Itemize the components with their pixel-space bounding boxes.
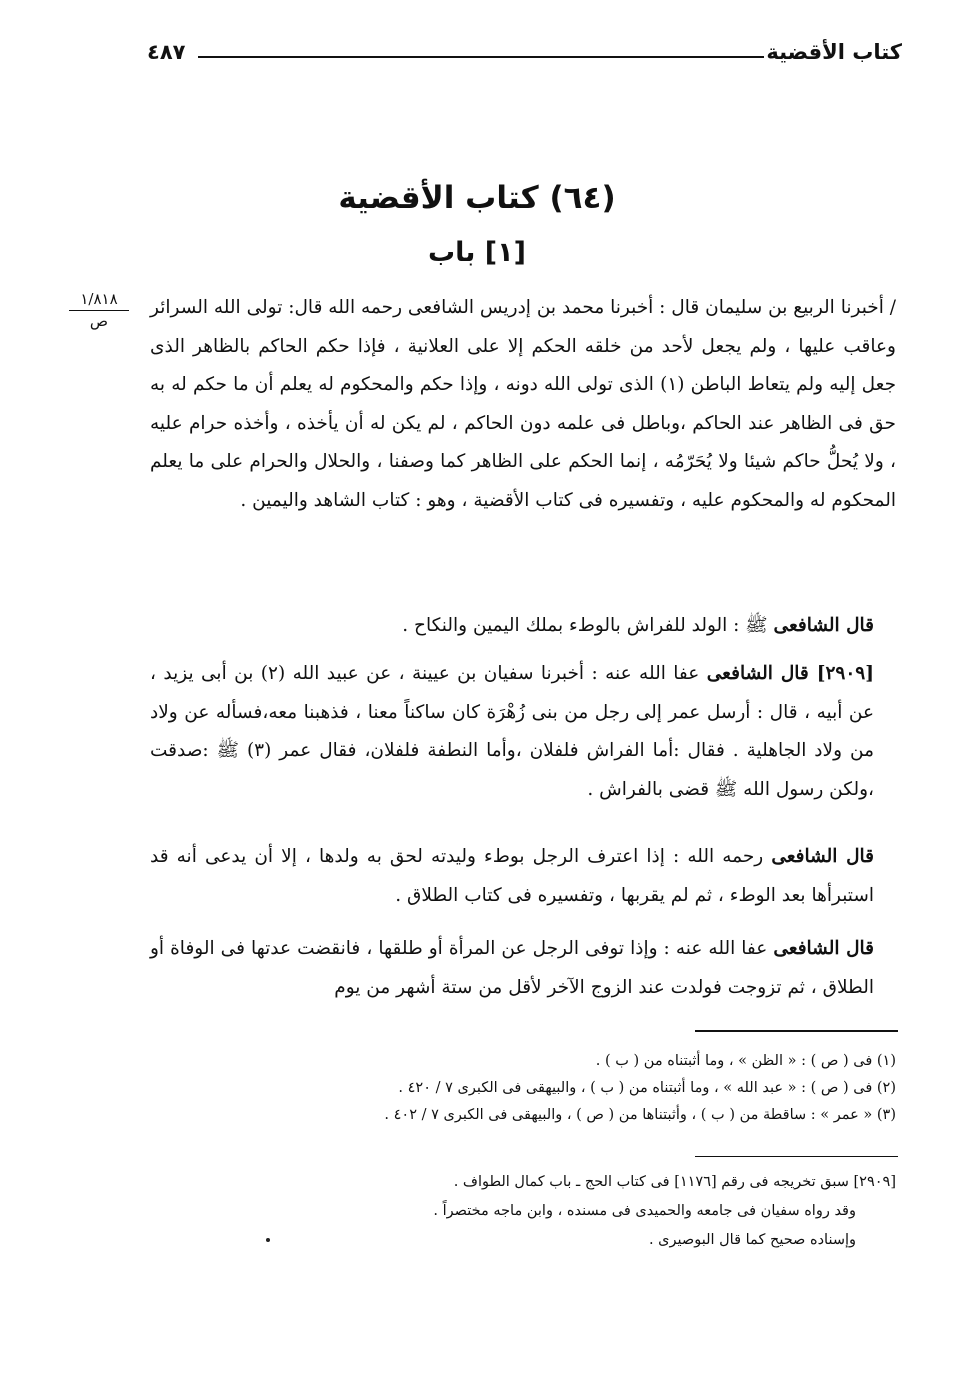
paragraph-4 (150, 838, 896, 915)
paragraph-4-lead: قال الشافعى (771, 846, 875, 867)
paragraph-2-text: ﷺ : الولد للفراش بالوطء بملك اليمين والنكاح . (402, 615, 774, 636)
paragraph-3-lead: [٢٩٠٩] قال الشافعى (706, 663, 874, 684)
manuscript-folio-ref: ١/٨١٨ (80, 290, 118, 308)
takhrij-line-3: وإسناده صحيح كما قال البوصيرى . (648, 1232, 856, 1248)
paragraph-3-text: عفا الله عنه : أخبرنا سفيان بن عيينة ، عن عبيد الله (٢) بن أبى يزيد ، عن أبيه ، قال : أرسل عمر إلى رجل من بنى زُهْرَة كان ساكناً معنا ، فذهبنا معه،فسأله عن ولاد من ولاد الجاهلية . فقال :أما الفراش فلفلان ،وأما النطفة فلفلان، فقال عمر (٣) ﷺ :صدقت ،ولكن رسول الله ﷺ قضى بالفراش . (150, 663, 874, 800)
paragraph-4-text: رحمه الله : إذا اعترف الرجل بوطء وليدته لحق به ولدها ، إلا أن يدعى أنه قد استبرأها بعد الوطء ، ثم لم يقربها ، وتفسيره فى كتاب الطلاق . (150, 846, 874, 906)
running-header-title: كتاب الأقضية (766, 40, 902, 64)
page-number: ٤٨٧ (147, 40, 186, 64)
paragraph-2 (150, 607, 896, 646)
chapter-title: (٦٤) كتاب الأقضية (338, 180, 616, 216)
scan-speck (266, 1238, 270, 1242)
header-rule (198, 56, 764, 58)
paragraph-2-lead: قال الشافعى (773, 615, 874, 636)
paragraph-5-text: عفا الله عنه : وإذا توفى الرجل عن المرأة أو طلقها ، فانقضت عدتها فى الوفاة أو الطلاق ، ثم تزوجت فولدت عند الزوج الآخر لأقل من ستة أشهر من يوم (150, 938, 874, 998)
footnote-3: (٣) « عمر » : ساقطة من ( ب ) ، وأثبتناها من ( ص ) ، والبيهقى فى الكبرى ٧ / ٤٠٢ . (384, 1107, 896, 1123)
paragraph-3 (150, 655, 896, 809)
takhrij-rule (695, 1156, 898, 1157)
section-title: [١] باب (428, 237, 526, 268)
footnote-2: (٢) فى ( ص ) : « عبد الله » ، وما أثبتناه من ( ب ) ، والبيهقى فى الكبرى ٧ / ٤٢٠ . (398, 1080, 896, 1096)
footnote-1: (١) فى ( ص ) : « الظن » ، وما أثبتناه من ( ب ) . (595, 1053, 896, 1069)
takhrij-notes (150, 1168, 896, 1255)
takhrij-line-1: [٢٩٠٩] سبق تخريجه فى رقم [١١٧٦] فى كتاب الحج ـ باب كمال الطواف . (453, 1174, 896, 1190)
paragraph-5-lead: قال الشافعى (773, 938, 874, 959)
paragraph-1 (150, 289, 896, 520)
footnotes (150, 1048, 896, 1129)
footnote-rule (695, 1030, 898, 1032)
manuscript-margin-note (60, 290, 138, 330)
paragraph-5 (150, 930, 896, 1007)
paragraph-1-text: / أخبرنا الربيع بن سليمان قال : أخبرنا محمد بن إدريس الشافعى رحمه الله قال: تولى الله السرائر وعاقب عليها ، ولم يجعل لأحد من خلقه الحكم إلا على العلانية ، فإذا حكم الحاكم بالظاهر الذى جعل إليه ولم يتعاط الباطن (١) الذى تولى الله دونه ، وإذا حكم والمحكوم له يعلم أن ما حكم له به حق فى الظاهر عند الحاكم ،وباطل فى علمه دون الحاكم ، لم يكن له أن يأخذه ، وأخذه حرام عليه ، ولا يُحلُّ حاكم شيئا ولا يُحَرّمُه ، إنما الحكم على الظاهر كما وصفنا ، والحلال والحرام على ما يعلم المحكوم له والمحكوم عليه ، وتفسيره فى كتاب الأقضية ، وهو : كتاب الشاهد واليمين . (150, 297, 897, 511)
manuscript-sigil: ص (89, 312, 109, 330)
takhrij-line-2: وقد رواه سفيان فى جامعه والحميدى فى مسنده ، وابن ماجه مختصراً . (433, 1203, 856, 1219)
